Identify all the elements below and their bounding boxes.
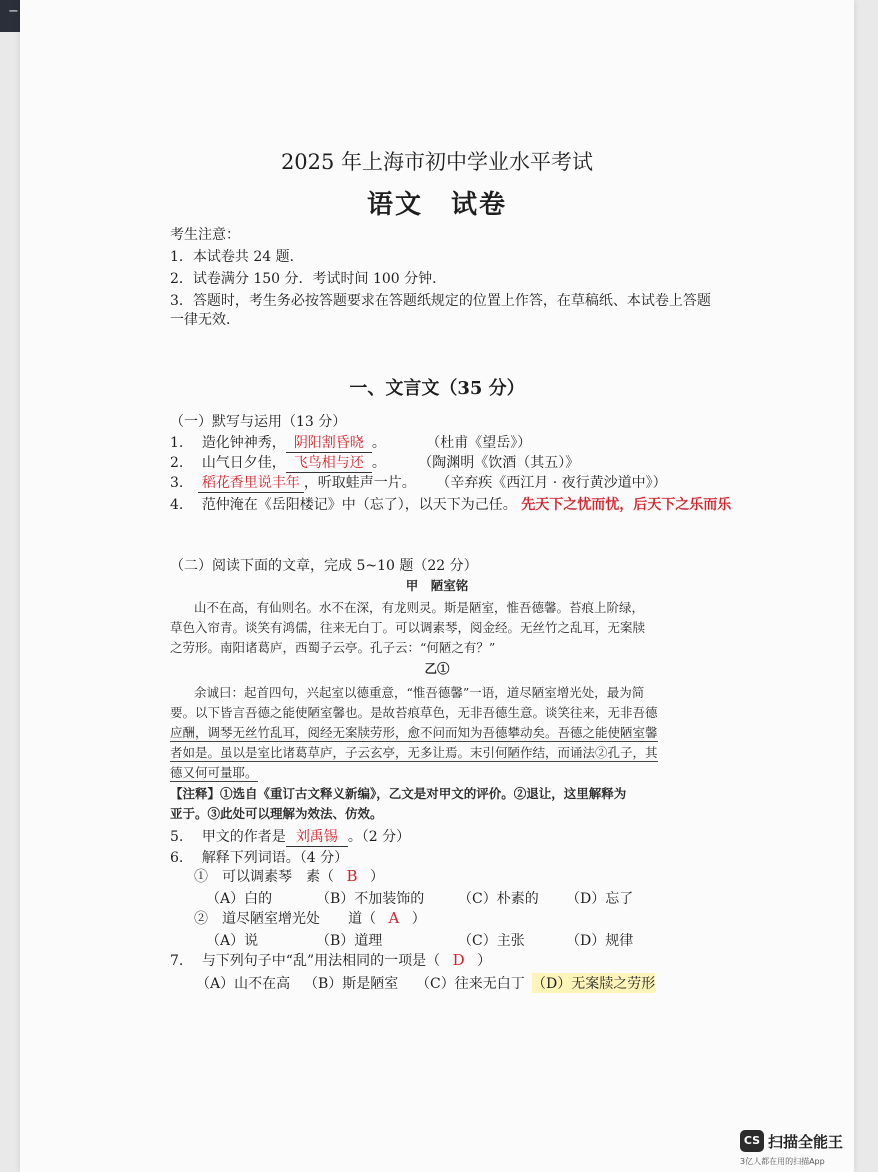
section-title: 一、文言文（35 分） bbox=[349, 378, 525, 399]
scanner-logo-icon: CS bbox=[740, 1130, 764, 1152]
question-number: 1. bbox=[170, 435, 184, 451]
question-5: 5. 甲文的作者是 刘禹锡 。（2 分） bbox=[170, 826, 410, 847]
option-6-1-a: （A）白的 bbox=[206, 891, 273, 907]
scanner-tagline: 3亿人都在用的扫描App bbox=[740, 1157, 825, 1166]
source-1: （杜甫《望岳》） bbox=[426, 435, 532, 451]
option-7-a: （A）山不在高 bbox=[196, 976, 291, 992]
passage-a-line-2: 草色入帘青。谈笑有鸿儒，往来无白丁。可以调素琴，阅金经。无丝竹之乱耳，无案牍 bbox=[170, 620, 646, 635]
option-7-b: （B）斯是陋室 bbox=[304, 976, 399, 992]
passage-b-line-3: 应酬，调琴无丝竹乱耳，阅经无案牍劳形，愈不问而知为吾德攀动矣。吾德之能使陋室馨 bbox=[170, 725, 658, 740]
passage-a-line-3: 之劳形。南阳诸葛庐，西蜀子云亭。孔子云：“何陋之有？” bbox=[170, 640, 496, 655]
passage-b-title: 乙① bbox=[424, 661, 450, 676]
option-6-1-d: （D）忘了 bbox=[566, 891, 634, 907]
option-6-2-b: （B）道理 bbox=[316, 933, 383, 949]
question-6-sub-1: ① 可以调素琴 素（ B ） bbox=[194, 867, 384, 885]
question-6: 6. 解释下列词语。（4 分） bbox=[170, 850, 349, 866]
option-7-d: （D）无案牍之劳形 bbox=[532, 973, 655, 993]
answer-2: 飞鸟相与还 bbox=[286, 452, 372, 473]
question-6-sub-2: ② 道尽陋室增光处 道（ A ） bbox=[194, 909, 426, 927]
answer-5: 刘禹锡 bbox=[286, 826, 348, 847]
notice-item-1: 1．本试卷共 24 题． bbox=[170, 249, 304, 265]
scanned-page bbox=[20, 0, 854, 1172]
option-7-c: （C）往来无白丁 bbox=[416, 976, 525, 992]
part1-heading: （一）默写与运用（13 分） bbox=[170, 414, 347, 430]
question-4: 4. 范仲淹在《岳阳楼记》中（忘了），以天下为己任。 先天下之忧而忧，后天下之乐而乐 bbox=[170, 497, 732, 513]
question-3: 3. 稻花香里说丰年 ，听取蛙声一片。 （辛弃疾《西江月 · 夜行黄沙道中》） bbox=[170, 472, 667, 493]
passage-b-line-2: 要。以下皆言吾德之能使陋室馨也。是故苔痕草色，无非吾德生意。谈笑往来，无非吾德 bbox=[170, 705, 658, 720]
question-number: 7. bbox=[170, 953, 184, 969]
passage-b-line-4: 者如是。虽以是室比诸葛草庐，子云玄亭，无多让焉。末引何陋作结，而诵法②孔子，其 bbox=[170, 745, 658, 760]
answer-1: 阴阳割昏晓 bbox=[286, 432, 372, 453]
question-7: 7. 与下列句子中“乱”用法相同的一项是（ D ） bbox=[170, 951, 492, 969]
question-number: 2. bbox=[170, 455, 184, 471]
answer-6-2: A bbox=[388, 909, 400, 927]
passage-a-line-1: 山不在高，有仙则名。水不在深，有龙则灵。斯是陋室，惟吾德馨。苔痕上阶绿， bbox=[194, 600, 645, 615]
notice-item-3: 3．答题时，考生务必按答题要求在答题纸规定的位置上作答，在草稿纸、本试卷上答题 bbox=[170, 293, 711, 309]
notes-line-1: 【注释】①选自《重订古文释义新编》，乙文是对甲文的评价。②退让，这里解释为 bbox=[170, 786, 627, 801]
answer-6-1: B bbox=[346, 867, 358, 885]
answer-3: 稻花香里说丰年 bbox=[198, 472, 304, 493]
passage-b-line-5: 德又何可量耶。 bbox=[170, 765, 258, 780]
question-2: 2. 山气日夕佳， 飞鸟相与还 。 （陶渊明《饮酒（其五）》 bbox=[170, 452, 579, 473]
option-6-1-b: （B）不加装饰的 bbox=[316, 891, 425, 907]
notice-item-2: 2．试卷满分 150 分．考试时间 100 分钟． bbox=[170, 271, 447, 287]
question-number: 3. bbox=[170, 475, 184, 491]
passage-b-line-1: 余诚曰：起首四句，兴起室以德重意，“惟吾德馨”一语，道尽陋室增光处，最为简 bbox=[194, 685, 645, 700]
minimize-icon: − bbox=[8, 4, 19, 19]
notice-heading: 考生注意： bbox=[170, 227, 240, 243]
scanner-brand-name: 扫描全能王 bbox=[768, 1133, 844, 1151]
answer-7: D bbox=[452, 951, 465, 969]
notice-item-3-cont: 一律无效． bbox=[170, 312, 240, 328]
notes-line-2: 亚于。③此处可以理解为效法、仿效。 bbox=[170, 806, 383, 821]
answer-4: 先天下之忧而忧，后天下之乐而乐 bbox=[521, 497, 732, 513]
option-6-2-c: （C）主张 bbox=[458, 933, 525, 949]
option-6-2-d: （D）规律 bbox=[566, 933, 634, 949]
source-3: （辛弃疾《西江月 · 夜行黄沙道中》） bbox=[436, 475, 667, 491]
option-6-2-a: （A）说 bbox=[206, 933, 259, 949]
option-6-1-c: （C）朴素的 bbox=[458, 891, 539, 907]
passage-a-title: 甲 陋室铭 bbox=[405, 578, 469, 593]
question-number: 4. bbox=[170, 497, 184, 513]
question-number: 5. bbox=[170, 829, 184, 845]
exam-title: 2025 年上海市初中学业水平考试 bbox=[280, 150, 594, 174]
part2-heading: （二）阅读下面的文章，完成 5~10 题（22 分） bbox=[170, 558, 478, 574]
subject-title: 语文 试卷 bbox=[366, 190, 507, 220]
source-2: （陶渊明《饮酒（其五）》 bbox=[418, 455, 580, 471]
question-1: 1. 造化钟神秀， 阴阳割昏晓 。 （杜甫《望岳》） bbox=[170, 432, 531, 453]
question-number: 6. bbox=[170, 850, 184, 866]
